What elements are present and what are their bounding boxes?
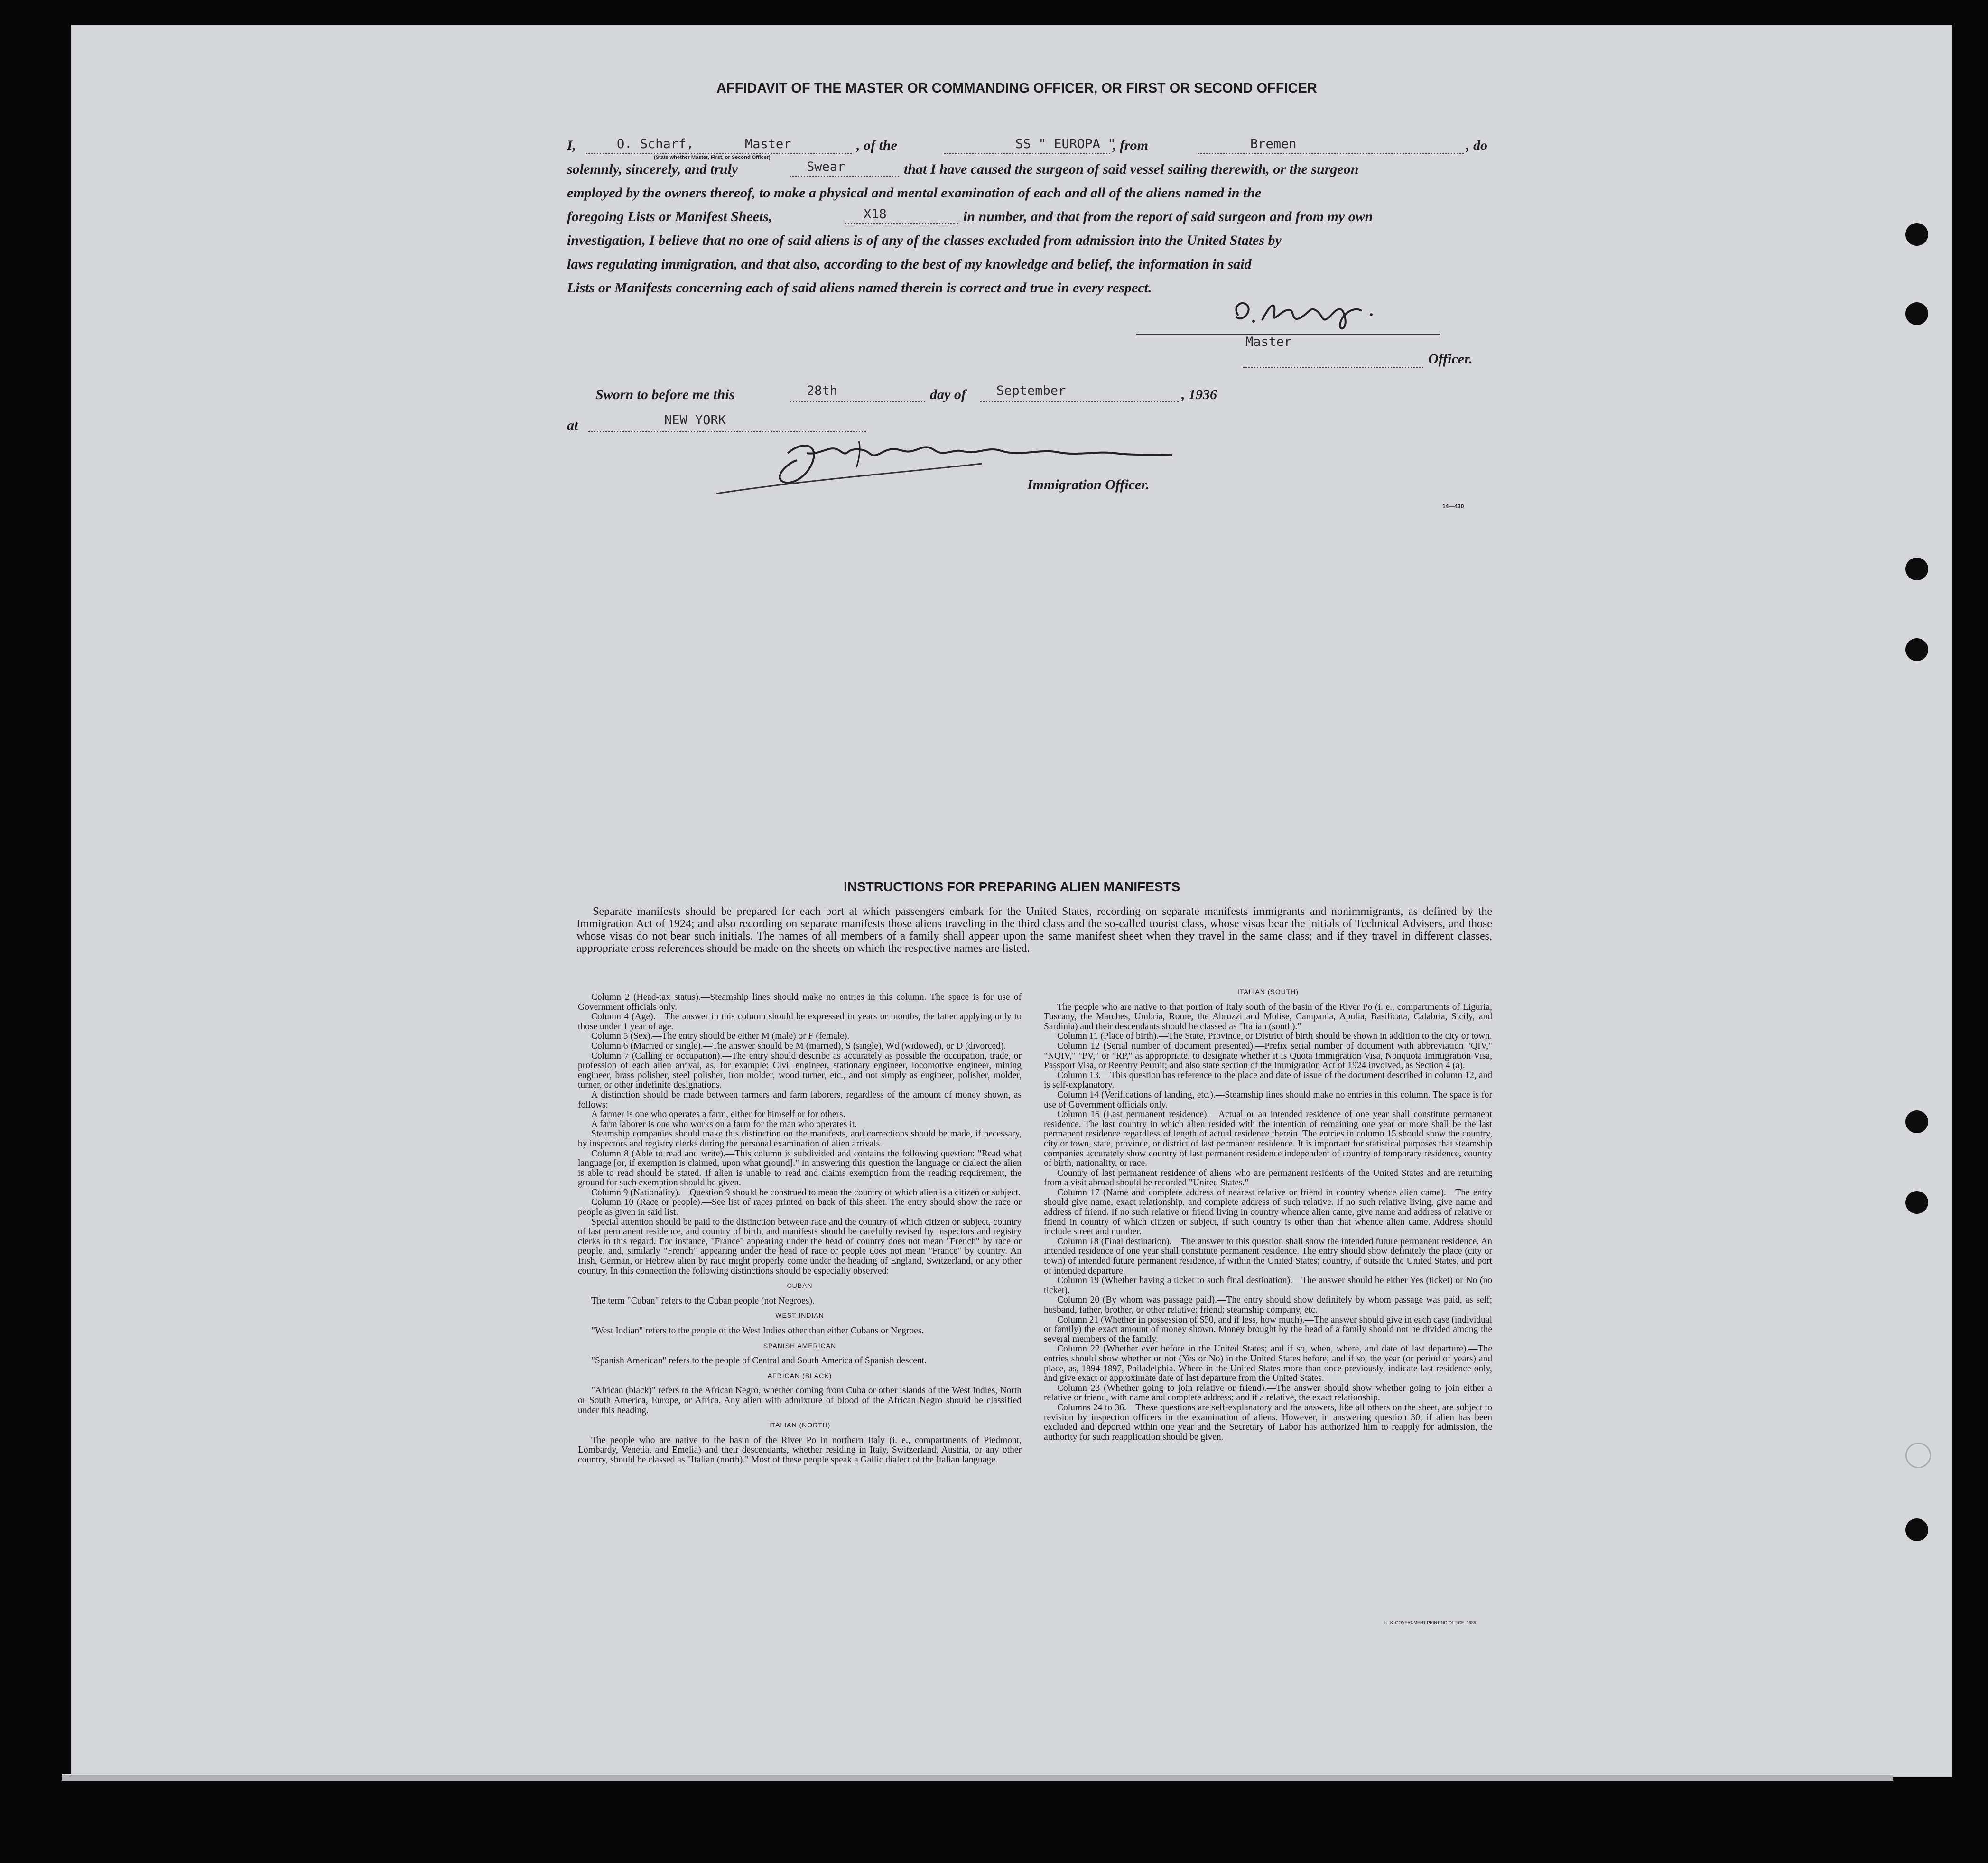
binder-hole xyxy=(1905,302,1928,325)
affidavit-text: , of the xyxy=(856,138,897,153)
affidavit-text: I, xyxy=(567,138,576,153)
column-7-note: Column 7 (Calling or occupation).—The entry should describe as accurately as possible the occupation, trade, or profession of each alien arrival, as, for example: Civil engineer, stationary engineer, locomotive engineer, mining engineer, brass polisher, steel polisher, iron molder, wood turner, etc., and not simply as engineer, polisher, molder, turner, or other indefinite designations. xyxy=(578,1051,1022,1090)
column-15-returning: Country of last permanent residence of aliens who are permanent residents of the United States and are returning from a visit abroad should be recorded "United States." xyxy=(1044,1168,1492,1188)
fill-line xyxy=(1198,153,1464,154)
column-6-note: Column 6 (Married or single).—The answer should be M (married), S (single), Wd (widowed), or D (divorced). xyxy=(591,1041,1006,1051)
fill-line xyxy=(845,223,958,224)
column-13-note: Column 13.—This question has reference to the place and date of issue of the document described in column 12, and is self-explanatory. xyxy=(1044,1070,1492,1090)
column-7-farmers: A distinction should be made between farmers and farm laborers, regardless of the amount of money shown, as follows: xyxy=(578,1090,1022,1110)
column-5-note: Column 5 (Sex).—The entry should be either M (male) or F (female). xyxy=(591,1031,850,1042)
binder-hole xyxy=(1905,1110,1928,1133)
affidavit-text: foregoing Lists or Manifest Sheets, xyxy=(567,209,772,224)
fill-line xyxy=(790,176,899,177)
instructions-left-column xyxy=(578,993,1022,1465)
column-7-corrections: Steamship companies should make this distinction on the manifests, and corrections should be made, if necessary, by inspectors and registry clerks during the personal examination of alien arrivals. xyxy=(578,1129,1022,1149)
vessel-field: SS " EUROPA " xyxy=(1015,137,1116,151)
column-7-farmer: A farmer is one who operates a farm, either for himself or for others. xyxy=(591,1109,845,1120)
column-14-note: Column 14 (Verifications of landing, etc.).—Steamship lines should make no entries in this column. The space is for use of Government officials only. xyxy=(1044,1090,1492,1110)
affidavit-text: Lists or Manifests concerning each of said aliens named therein is correct and true in every respect. xyxy=(567,280,1152,296)
fill-line xyxy=(1243,367,1423,368)
form-number: 14—430 xyxy=(1442,503,1464,510)
heading-italian-north: ITALIAN (NORTH) xyxy=(769,1421,831,1429)
column-18-note: Column 18 (Final destination).—The answer to this question shall show the intended future permanent residence. An intended residence of one year shall constitute permanent residence. The entry should show definitely the place (city or town) of intended future permanent residence, if within the United States; country, if outside the United States, and port of intended departure. xyxy=(1044,1236,1492,1276)
affidavit-text: employed by the owners thereof, to make a physical and mental examination of each and all of the aliens named in the xyxy=(567,185,1262,201)
column-9-note: Column 9 (Nationality).—Question 9 should be construed to mean the country of which alien is a citizen or subject. xyxy=(591,1187,1021,1198)
binder-hole xyxy=(1905,1443,1931,1468)
column-7-laborer: A farm laborer is one who works on a farm for the man who operates it. xyxy=(591,1119,857,1129)
heading-african: AFRICAN (BLACK) xyxy=(767,1371,832,1379)
immigration-officer-label: Immigration Officer. xyxy=(1027,477,1150,493)
sheets-field: X18 xyxy=(864,207,887,222)
heading-west-indian: WEST INDIAN xyxy=(775,1312,824,1320)
affidavit-text: in number, and that from the report of said surgeon and from my own xyxy=(963,209,1373,224)
instructions-title: INSTRUCTIONS FOR PREPARING ALIEN MANIFESTS xyxy=(844,879,1180,894)
italian-south-definition: The people who are native to that portion of Italy south of the basin of the River Po (i. e., compartments of Liguria, Tuscany, the Marches, Umbria, Rome, the Abruzzi and Molise, Campania, Apulia, Basilicata, Calabria, Sicily, and Sardinia) and their descendants should be classed as "Italian (south)." xyxy=(1044,1002,1492,1032)
at-label: at xyxy=(567,418,578,433)
affidavit-text: laws regulating immigration, and that also, according to the best of my knowledge and belief, the information in said xyxy=(567,256,1252,272)
rank-note: (State whether Master, First, or Second Officer) xyxy=(654,155,771,160)
fill-line xyxy=(586,153,852,154)
column-2-note: Column 2 (Head-tax status).—Steamship lines should make no entries in this column. The space is for use of Government officials only. xyxy=(578,992,1022,1012)
officer-label: Officer. xyxy=(1428,351,1473,367)
column-23-note: Column 23 (Whether going to join relative or friend).—The answer should show whether going to join either a relative or friend, with name and complete address; and if a relative, the exact relationship. xyxy=(1044,1383,1492,1403)
binder-hole xyxy=(1905,1191,1928,1214)
master-name-field: O. Scharf, xyxy=(617,137,694,151)
cuban-definition: The term "Cuban" refers to the Cuban people (not Negroes). xyxy=(591,1295,815,1306)
affidavit-text: , do xyxy=(1466,138,1487,153)
column-8-note: Column 8 (Able to read and write).—This column is subdivided and contains the following question: "Read what language [or, if exemption is claimed, upon what ground]." In answering this question the language or dialect the alien is able to read should be stated. If alien is unable to read and claims exemption from the reading requirement, the ground for such exemption should be given. xyxy=(578,1148,1022,1188)
column-10-note: Column 10 (Race or people).—See list of races printed on back of this sheet. The entry should show the race or people as given in said list. xyxy=(578,1197,1022,1218)
binder-hole xyxy=(1905,558,1928,580)
master-signature xyxy=(1229,297,1400,335)
heading-italian-south: ITALIAN (SOUTH) xyxy=(1237,988,1299,996)
heading-spanish-american: SPANISH AMERICAN xyxy=(763,1341,836,1350)
binder-hole xyxy=(1905,638,1928,661)
affidavit-text: , from xyxy=(1113,138,1148,153)
oath-field: Swear xyxy=(807,159,845,174)
master-rank-field: Master xyxy=(745,137,791,151)
column-4-note: Column 4 (Age).—The answer in this column should be expressed in years or months, the latter applying only to those under 1 year of age. xyxy=(578,1012,1022,1032)
affidavit-text: that I have caused the surgeon of said vessel sailing therewith, or the surgeon xyxy=(904,161,1359,177)
fill-line xyxy=(790,401,925,402)
column-20-note: Column 20 (By whom was passage paid).—The entry should show definitely by whom passage was paid, as self; husband, father, brother, or other relative; friend; steamship company, etc. xyxy=(1044,1295,1492,1315)
column-22-note: Column 22 (Whether ever before in the United States; and if so, when, where, and date of last departure).—The entries should show whether or not (Yes or No) in the United States before; and if so, the year (or period of years) and place, as, 1894-1897, Philadelphia. Where in the United States more than once previously, indicate last residence only, and give exact or approximate date of last departure from the United States. xyxy=(1044,1344,1492,1384)
column-12-note: Column 12 (Serial number of document presented).—Prefix serial number of document with abbreviation "QIV," "NQIV," "PV," or "RP," as appropriate, to designate whether it is Quota Immigration Visa, Nonquota Immigration Visa, Passport Visa, or Reentry Permit; and also state section of the Immigration Act of 1924 involved, as Section 4 (a). xyxy=(1044,1041,1492,1071)
sworn-text: day of xyxy=(930,387,966,402)
officer-rank-field: Master xyxy=(1245,335,1292,349)
spanish-american-definition: "Spanish American" refers to the people of Central and South America of Spanish descent. xyxy=(591,1356,927,1366)
column-10-distinction: Special attention should be paid to the distinction between race and the country of which citizen or subject, country of last permanent residence, and country of birth, and manifests should be carefully revised by inspectors and registry clerks in this regard. For instance, "France" appearing under the head of country does not mean "French" by race or people, and, similarly "French" appearing under the head of race or people does not mean "France" by country. An Irish, German, or Hebrew alien by race might properly come under the heading of England, Switzerland, or any other country. In this connection the following distinctions should be especially observed: xyxy=(578,1217,1022,1276)
affidavit-text: investigation, I believe that no one of said aliens is of any of the classes excluded from admission into the United States by xyxy=(567,233,1282,248)
column-11-note: Column 11 (Place of birth).—The State, Province, or District of birth should be shown in addition to the city or town. xyxy=(1057,1031,1492,1042)
binder-hole xyxy=(1905,223,1928,246)
affidavit-text: solemnly, sincerely, and truly xyxy=(567,161,738,177)
heading-cuban: CUBAN xyxy=(787,1282,813,1290)
fill-line xyxy=(980,401,1179,402)
column-19-note: Column 19 (Whether having a ticket to such final destination).—The answer should be either Yes (ticket) or No (no ticket). xyxy=(1044,1276,1492,1295)
column-17-note: Column 17 (Name and complete address of nearest relative or friend in country whence alien came).—The entry should give name, exact relationship, and complete address of such relative. If no such relative living, give name and address of friend. If no such relative or friend living in country whence alien came, give name and address of relative or friend in country of which citizen or subject, if such country is other than that whence alien came. Address should include street and number. xyxy=(1044,1187,1492,1237)
column-21-note: Column 21 (Whether in possession of $50, and if less, how much).—The answer should give in each case (individual or family) the exact amount of money shown. Money brought by the head of a family should not be divided among the several members of the family. xyxy=(1044,1314,1492,1344)
sworn-month-field: September xyxy=(996,383,1066,398)
sheet-edge xyxy=(62,1774,1893,1781)
sworn-day-field: 28th xyxy=(807,383,838,398)
fill-line xyxy=(588,431,866,432)
columns-24-36-note: Columns 24 to 36.—These questions are self-explanatory and the answers, like all others on the sheet, are subject to revision by inspection officers in the examination of aliens. However, in answering question 30, if alien has been excluded and deported within one year and the Secretary of Labor has authorized him to reapply for admission, the authority for such reapplication should be given. xyxy=(1044,1402,1492,1442)
immigration-officer-signature xyxy=(716,434,1229,496)
sworn-year: , 1936 xyxy=(1181,387,1217,402)
instructions-right-column xyxy=(1044,987,1492,1442)
west-indian-definition: "West Indian" refers to the people of the West Indies other than either Cubans or Negroes. xyxy=(591,1326,924,1336)
fill-line xyxy=(944,153,1110,154)
column-15-note: Column 15 (Last permanent residence).—Actual or an intended residence of one year shall constitute permanent residence. The last country in which alien resided with the intention of remaining one year or more shall be the last permanent residence regardless of length of actual residence therein. The entries in column 15 should show the country, city or town, state, province, or district of last permanent residence. It is important for statistical purposes that steamship companies accurately show country of last permanent residence independent of country of temporary residence, country of birth, nationality, or race. xyxy=(1044,1109,1492,1169)
affidavit-title: AFFIDAVIT OF THE MASTER OR COMMANDING OFFICER, OR FIRST OR SECOND OFFICER xyxy=(716,81,1317,96)
sworn-text: Sworn to before me this xyxy=(595,387,735,402)
printing-office-note: U. S. GOVERNMENT PRINTING OFFICE: 1936 xyxy=(1384,1621,1476,1625)
at-place-field: NEW YORK xyxy=(664,413,726,428)
port-field: Bremen xyxy=(1250,137,1297,151)
italian-north-definition: The people who are native to the basin of the River Po in northern Italy (i. e., compartments of Piedmont, Lombardy, Venetia, and Emelia) and their descendants, whether residing in Italy, Switzerland, Austria, or any other country, should be classed as "Italian (north)." Most of these people speak a Gallic dialect of the Italian language. xyxy=(578,1435,1022,1465)
instructions-intro: Separate manifests should be prepared for each port at which passengers embark for the United States, recording on separate manifests immigrants and nonimmigrants, as defined by the Immigration Act of 1924; and also recording on separate manifests those aliens traveling in the third class and the so-called tourist class, whose visas bear the initials of Technical Advisers, and those whose visas do not bear such initials. The names of all members of a family shall appear upon the same manifest sheet when they travel in the same class; and if they travel in different classes, appropriate cross references should be made on the sheets on which the respective names are listed. xyxy=(576,905,1492,955)
binder-hole xyxy=(1905,1518,1928,1541)
african-definition: "African (black)" refers to the African Negro, whether coming from Cuba or other islands of the West Indies, North or South America, Europe, or Africa. Any alien with admixture of blood of the African Negro should be classified under this heading. xyxy=(578,1386,1022,1416)
